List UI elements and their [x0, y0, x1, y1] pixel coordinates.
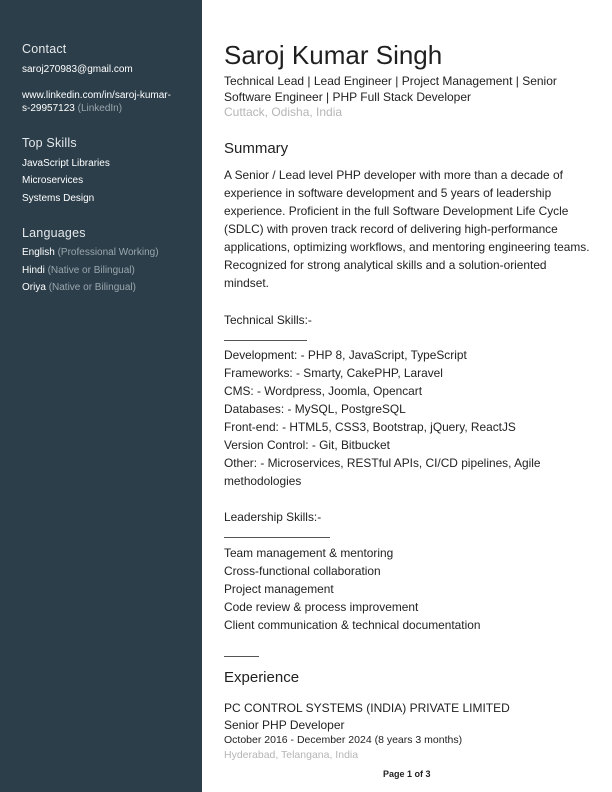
linkedin-link[interactable] [22, 89, 171, 115]
summary-heading: Summary [224, 140, 289, 157]
profile-name: Saroj Kumar Singh [224, 40, 443, 70]
skill-item: JavaScript Libraries [22, 158, 110, 169]
language-name: English [22, 247, 55, 258]
job-dates: October 2016 - December 2024 (8 years 3 months) [224, 734, 463, 746]
linkedin-url-part1: www.linkedin.com/in/saroj-kumar- [22, 90, 171, 101]
top-skills-heading: Top Skills [22, 136, 77, 150]
email-link[interactable]: saroj270983@gmail.com [22, 64, 133, 75]
linkedin-label: (LinkedIn) [77, 103, 123, 114]
page-number: Page 1 of 3 [383, 769, 431, 779]
summary-text: A Senior / Lead level PHP developer with more than a decade of experience in software development and 5 years of leadership experience. Proficient in the full Software Development Life Cycle (SDLC) with proven track record of delivering high-performance applications, optimizing workflows, and mentoring engineering teams. Recognized for strong analytical skills and a solution-oriented mindset. [224, 168, 590, 290]
technical-skills-divider [224, 340, 307, 341]
section-divider [224, 656, 259, 657]
tech-skill-line: Version Control: - Git, Bitbucket [224, 438, 390, 452]
job-title: Senior PHP Developer [224, 718, 345, 732]
languages-heading: Languages [22, 226, 86, 240]
language-level: (Native or Bilingual) [47, 265, 135, 276]
skill-item: Microservices [22, 175, 84, 186]
tech-skill-line: Databases: - MySQL, PostgreSQL [224, 402, 406, 416]
experience-heading: Experience [224, 669, 300, 686]
sidebar [0, 0, 202, 792]
job-location: Hyderabad, Telangana, India [224, 749, 359, 761]
language-item [22, 281, 136, 294]
leadership-skills-heading: Leadership Skills:- [224, 510, 322, 524]
technical-skills-heading: Technical Skills:- [224, 313, 312, 327]
language-level: (Native or Bilingual) [48, 282, 136, 293]
tech-skill-line: Development: - PHP 8, JavaScript, TypeScript [224, 348, 467, 362]
tech-skill-line: Frameworks: - Smarty, CakePHP, Laravel [224, 366, 443, 380]
contact-heading: Contact [22, 42, 67, 56]
language-item [22, 264, 135, 277]
leadership-skill-line: Project management [224, 582, 334, 596]
leadership-skill-line: Team management & mentoring [224, 546, 394, 560]
language-name: Oriya [22, 282, 46, 293]
leadership-skill-line: Code review & process improvement [224, 600, 419, 614]
language-level: (Professional Working) [57, 247, 159, 258]
leadership-skills-divider [224, 537, 330, 538]
language-name: Hindi [22, 265, 45, 276]
leadership-skill-line: Client communication & technical documentation [224, 618, 481, 632]
profile-location: Cuttack, Odisha, India [224, 105, 343, 119]
tech-skill-line: Front-end: - HTML5, CSS3, Bootstrap, jQuery, ReactJS [224, 420, 516, 434]
skill-item: Systems Design [22, 193, 95, 204]
profile-headline: Technical Lead | Lead Engineer | Project Management | Senior Software Engineer | PHP Full Stack Developer [224, 74, 557, 104]
language-item [22, 246, 159, 259]
tech-skill-line: Other: - Microservices, RESTful APIs, CI/CD pipelines, Agile methodologies [224, 456, 541, 488]
job-company: PC CONTROL SYSTEMS (INDIA) PRIVATE LIMITED [224, 701, 510, 715]
leadership-skill-line: Cross-functional collaboration [224, 564, 381, 578]
tech-skill-line: CMS: - Wordpress, Joomla, Opencart [224, 384, 423, 398]
linkedin-url-part2: s-29957123 [22, 103, 75, 114]
